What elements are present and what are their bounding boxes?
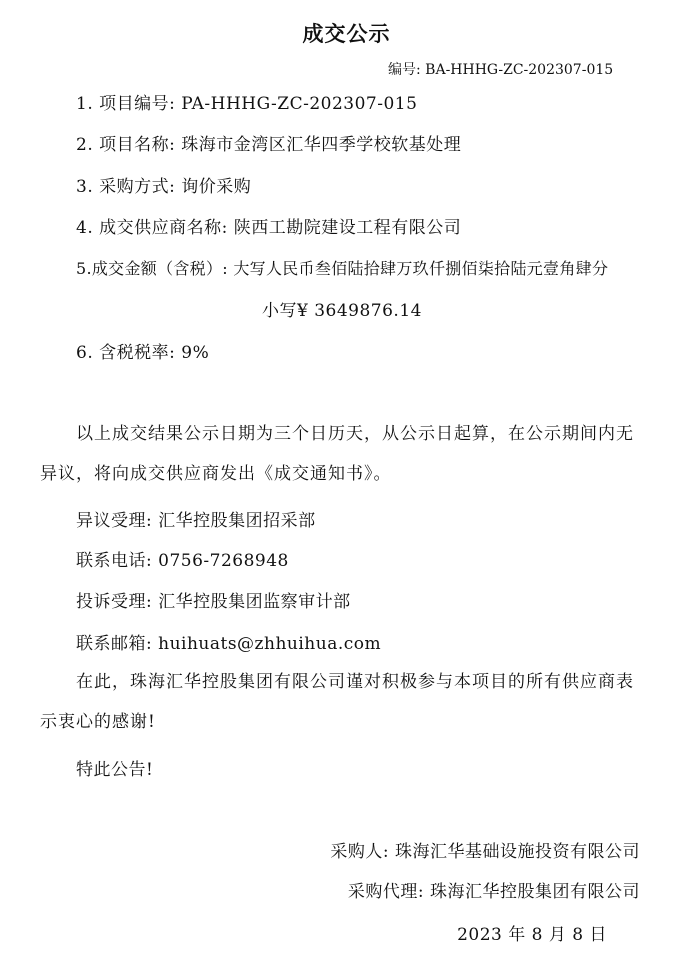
item-procurement-method: 3. 采购方式: 询价采购 <box>76 177 252 197</box>
item-tax-rate: 6. 含税税率: 9% <box>76 343 210 363</box>
notice-paragraph: 以上成交结果公示日期为三个日历天，从公示日起算，在公示期间内无异议，将向成交供应商发出《成交通知书》。 <box>40 424 634 484</box>
item-supplier-name: 4. 成交供应商名称: 陕西工勘院建设工程有限公司 <box>76 218 462 238</box>
item-amount-figures: 小写¥ 3649876.14 <box>262 301 422 321</box>
purchaser-signature: 采购人: 珠海汇华基础设施投资有限公司 <box>330 842 640 862</box>
closing-statement: 特此公告! <box>76 760 154 780</box>
document-number: 编号: BA-HHHG-ZC-202307-015 <box>388 62 614 78</box>
item-project-name: 2. 项目名称: 珠海市金湾区汇华四季学校软基处理 <box>76 135 462 155</box>
item-amount-words: 5.成交金额（含税）: 大写人民币叁佰陆拾肆万玖仟捌佰柒拾陆元壹角肆分 <box>76 259 609 278</box>
complaint-contact: 投诉受理: 汇华控股集团监察审计部 <box>76 592 351 612</box>
document-title: 成交公示 <box>302 22 391 46</box>
agent-signature: 采购代理: 珠海汇华控股集团有限公司 <box>347 882 640 902</box>
contact-email: 联系邮箱: huihuats@zhhuihua.com <box>76 634 382 654</box>
objection-contact: 异议受理: 汇华控股集团招采部 <box>76 511 316 531</box>
issue-date: 2023 年 8 月 8 日 <box>457 925 607 945</box>
item-project-number: 1. 项目编号: PA-HHHG-ZC-202307-015 <box>76 94 418 114</box>
contact-phone: 联系电话: 0756-7268948 <box>76 551 289 571</box>
thanks-paragraph: 在此，珠海汇华控股集团有限公司谨对积极参与本项目的所有供应商表示衷心的感谢! <box>40 672 634 732</box>
